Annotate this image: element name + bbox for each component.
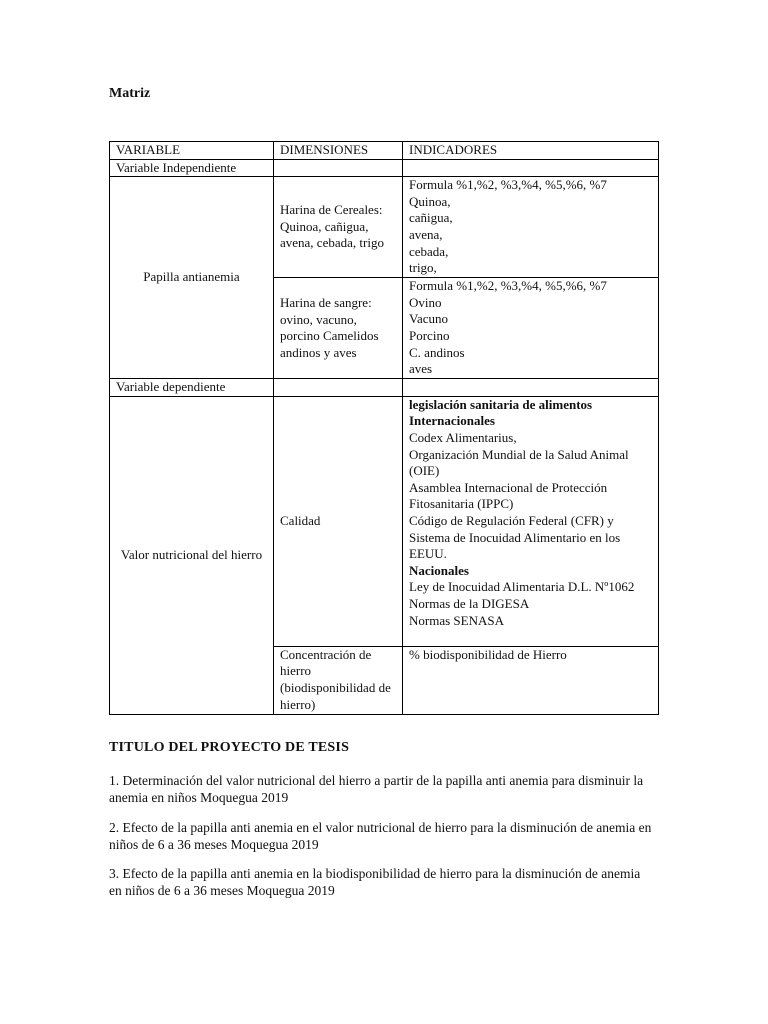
indicator-line: Formula %1,%2, %3,%4, %5,%6, %7 xyxy=(409,278,607,294)
dimension-concentracion: Concentración de hierro (biodisponibilidad de hierro) xyxy=(274,646,403,714)
indicator-line: Normas de la DIGESA xyxy=(409,595,530,611)
page-heading: Matriz xyxy=(109,86,151,101)
empty-cell xyxy=(403,379,659,397)
variable-papilla: Papilla antianemia xyxy=(110,177,274,379)
thesis-item-2: 2. Efecto de la papilla anti anemia en el valor nutricional de hierro para la disminución de anemia en niños de 6 a 36 meses Moquegua 2019 xyxy=(109,820,652,852)
indicator-line: Codex Alimentarius, xyxy=(409,429,517,445)
indicator-line: Porcino xyxy=(409,327,450,343)
section-label-dependiente: Variable dependiente xyxy=(110,379,274,397)
indicator-line: aves xyxy=(409,361,433,377)
indicator-bold: legislación sanitaria de alimentos xyxy=(409,396,593,412)
indicators-cereales xyxy=(403,177,659,278)
indicator-biodisponibilidad: % biodisponibilidad de Hierro xyxy=(403,646,659,714)
indicators-calidad xyxy=(403,396,659,646)
section-row-independiente xyxy=(110,159,659,177)
header-dimensiones: DIMENSIONES xyxy=(274,142,403,160)
matrix-table xyxy=(109,141,659,715)
table-row xyxy=(110,396,659,646)
indicator-bold: Internacionales xyxy=(409,413,495,429)
indicator-bold: Nacionales xyxy=(409,562,469,578)
indicators-sangre xyxy=(403,278,659,379)
thesis-title-heading: TITULO DEL PROYECTO DE TESIS xyxy=(109,740,350,755)
header-variable: VARIABLE xyxy=(110,142,274,160)
indicator-line: Ovino xyxy=(409,294,442,310)
dimension-cereales: Harina de Cereales: Quinoa, cañigua, avena, cebada, trigo xyxy=(274,177,403,278)
indicator-line: Formula %1,%2, %3,%4, %5,%6, %7 xyxy=(409,177,607,193)
indicator-line: Organización Mundial de la Salud Animal (OIE) xyxy=(409,446,629,479)
table-row xyxy=(110,177,659,278)
variable-valor-nutricional: Valor nutricional del hierro xyxy=(110,396,274,714)
section-row-dependiente xyxy=(110,379,659,397)
indicator-line: C. andinos xyxy=(409,344,465,360)
empty-cell xyxy=(274,159,403,177)
indicator-line: Quinoa, xyxy=(409,193,451,209)
indicator-line: Asamblea Internacional de Protección Fitosanitaria (IPPC) xyxy=(409,479,608,512)
indicator-line: Ley de Inocuidad Alimentaria D.L. Nº1062 xyxy=(409,579,635,595)
indicator-line: Normas SENASA xyxy=(409,612,504,628)
indicator-line: Código de Regulación Federal (CFR) y Sistema de Inocuidad Alimentario en los EEUU. xyxy=(409,512,621,562)
thesis-item-3: 3. Efecto de la papilla anti anemia en la biodisponibilidad de hierro para la disminución de anemia en niños de 6 a 36 meses Moquegua 2019 xyxy=(109,866,641,898)
dimension-sangre: Harina de sangre: ovino, vacuno, porcino Camelidos andinos y aves xyxy=(274,278,403,379)
indicator-line: trigo, xyxy=(409,260,437,276)
indicator-line: avena, xyxy=(409,226,443,242)
section-label-independiente: Variable Independiente xyxy=(110,159,274,177)
header-row xyxy=(110,142,659,160)
indicator-line: cebada, xyxy=(409,243,449,259)
dimension-calidad: Calidad xyxy=(274,396,403,646)
empty-cell xyxy=(403,159,659,177)
empty-cell xyxy=(274,379,403,397)
header-indicadores: INDICADORES xyxy=(403,142,659,160)
indicator-line: Vacuno xyxy=(409,311,448,327)
indicator-line: cañigua, xyxy=(409,210,453,226)
thesis-item-1: 1. Determinación del valor nutricional del hierro a partir de la papilla anti anemia para disminuir la anemia en niños Moquegua 2019 xyxy=(109,773,644,805)
